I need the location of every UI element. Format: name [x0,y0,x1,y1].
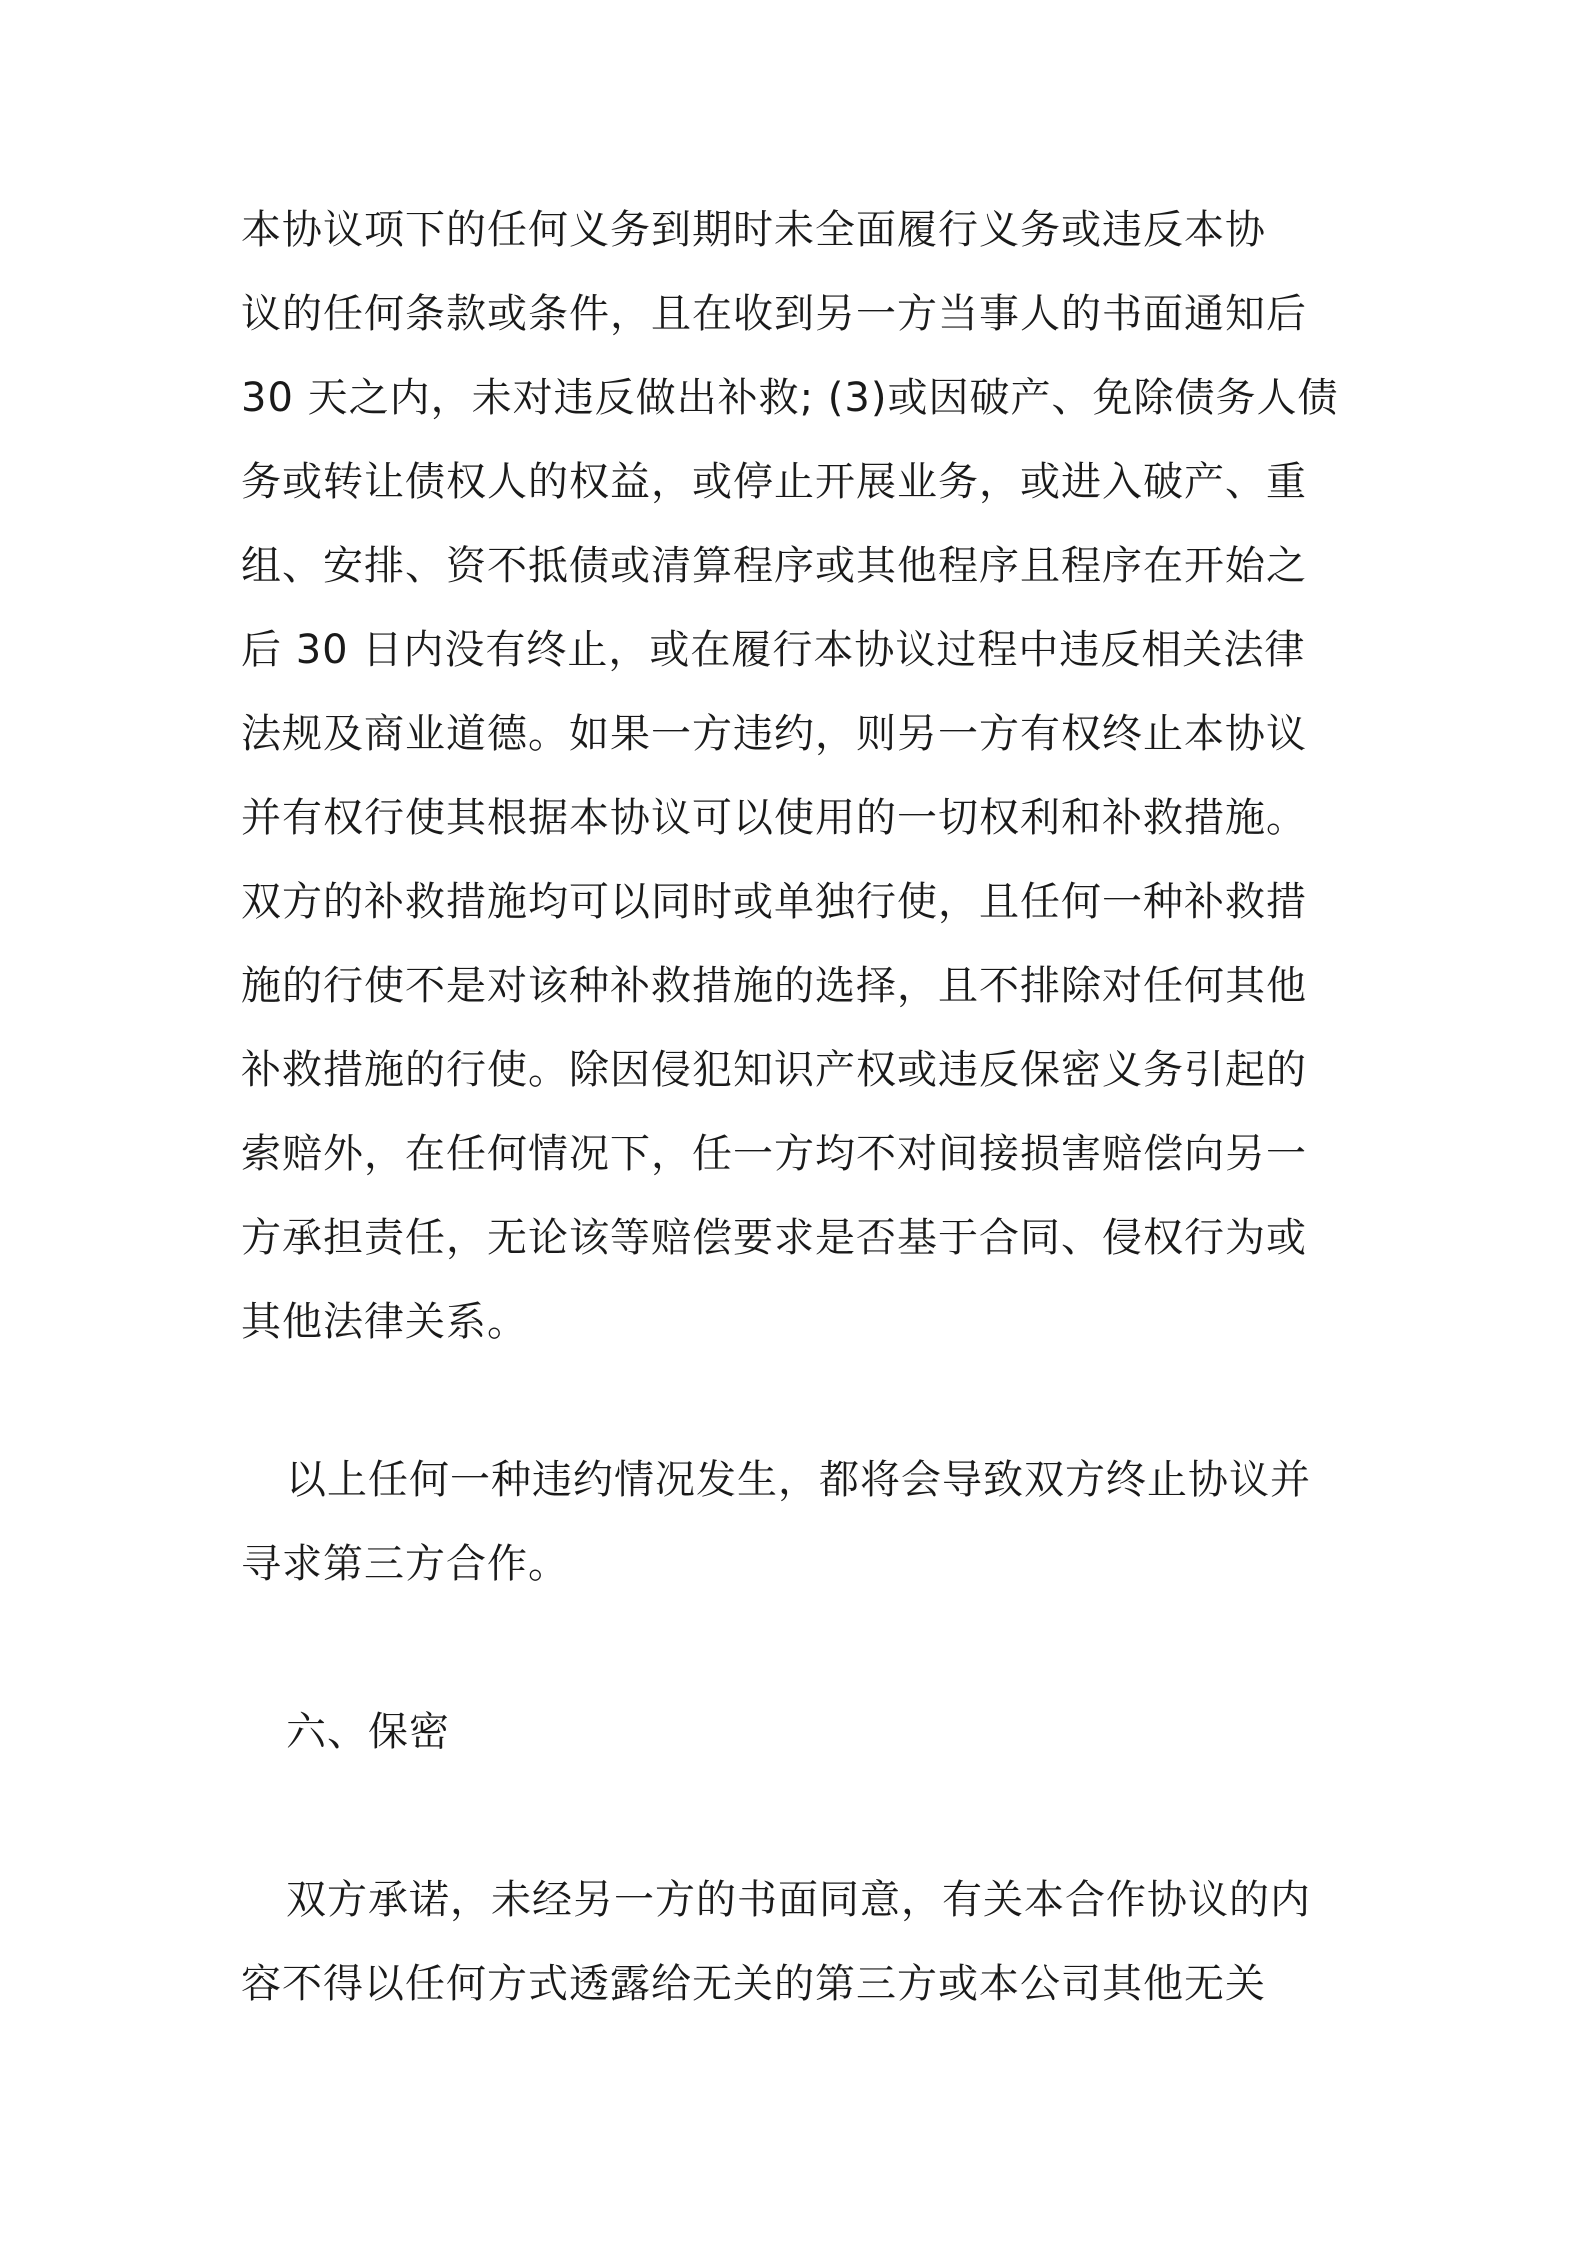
body-text-line: 30 天之内，未对违反做出补救; (3)或因破产、免除债务人债 [241,375,1339,421]
body-text-line: 其他法律关系。 [241,1299,528,1345]
body-text-line: 方承担责任，无论该等赔偿要求是否基于合同、侵权行为或 [241,1215,1307,1261]
body-text-line: 后 30 日内没有终止，或在履行本协议过程中违反相关法律 [241,627,1306,673]
body-text-line: 务或转让债权人的权益，或停止开展业务，或进入破产、重 [241,459,1307,505]
body-text-line: 索赔外，在任何情况下，任一方均不对间接损害赔偿向另一 [241,1131,1307,1177]
body-text-line: 法规及商业道德。如果一方违约，则另一方有权终止本协议 [241,711,1307,757]
body-text-line: 双方承诺，未经另一方的书面同意，有关本合作协议的内 [286,1877,1311,1923]
body-text-line: 组、安排、资不抵债或清算程序或其他程序且程序在开始之 [241,543,1307,589]
section-heading: 六、保密 [286,1709,450,1755]
body-text-line: 容不得以任何方式透露给无关的第三方或本公司其他无关 [241,1961,1266,2007]
body-text-line: 寻求第三方合作。 [241,1541,569,1587]
body-text-line: 双方的补救措施均可以同时或单独行使，且任何一种补救措 [241,879,1307,925]
body-text-line: 施的行使不是对该种补救措施的选择，且不排除对任何其他 [241,963,1307,1009]
body-text-line: 以上任何一种违约情况发生，都将会导致双方终止协议并 [286,1457,1311,1503]
body-text-line: 补救措施的行使。除因侵犯知识产权或违反保密义务引起的 [241,1047,1307,1093]
body-text-line: 议的任何条款或条件，且在收到另一方当事人的书面通知后 [241,291,1307,337]
body-text-line: 本协议项下的任何义务到期时未全面履行义务或违反本协 [241,207,1266,253]
body-text-line: 并有权行使其根据本协议可以使用的一切权利和补救措施。 [241,795,1307,841]
